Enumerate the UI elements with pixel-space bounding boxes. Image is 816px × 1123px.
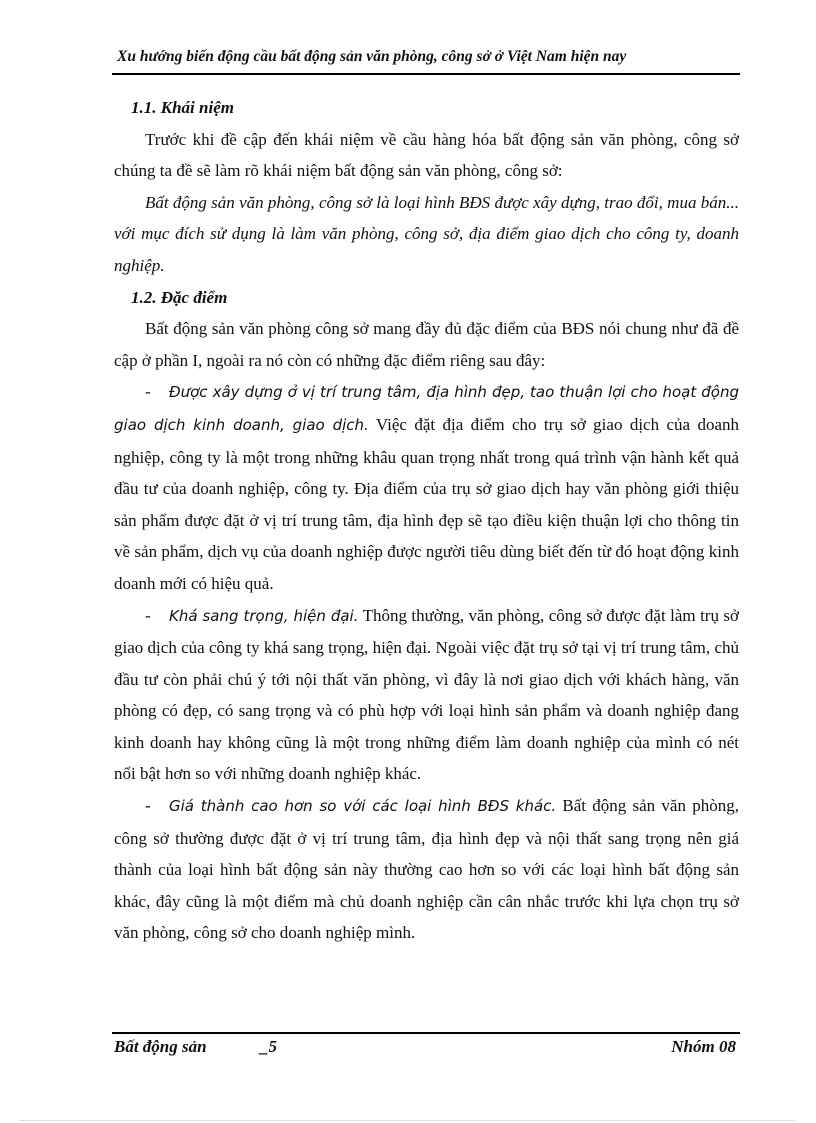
concept-definition: Bất động sản văn phòng, công sở là loại hình BĐS được xây dựng, trao đổi, mua bán... với mục đích sử dụng là làm văn phòng, công sở, địa điểm giao dịch cho công ty, doanh nghiệp. (114, 192, 739, 275)
footer-divider (112, 1032, 740, 1034)
bullet-item (114, 376, 739, 599)
document-body (114, 92, 739, 949)
bullet-dash: - (145, 382, 151, 402)
bullet-lead: Được xây dựng ở vị trí trung tâm, địa hình đẹp, tao thuận lợi cho hoạt động giao dịch kinh doanh, giao dịch. (114, 383, 739, 434)
bullet-lead: Giá thành cao hơn so với các loại hình BĐS khác. (169, 797, 557, 816)
concept-intro-paragraph: Trước khi đề cập đến khái niệm về cầu hàng hóa bất động sản văn phòng, công sở chúng ta đề sẽ làm rõ khái niệm bất động sản văn phòng, công sở: (114, 129, 739, 181)
footer-subject: Bất động sản (114, 1037, 207, 1056)
characteristics-intro-paragraph: Bất động sản văn phòng công sở mang đầy đủ đặc điểm của BĐS nói chung như đã đề cập ở phần I, ngoài ra nó còn có những đặc điểm riêng sau đây: (114, 319, 739, 370)
bullet-text: Thông thường, văn phòng, công sở được đặt làm trụ sở giao dịch của công ty khá sang trọng, hiện đại. Ngoài việc đặt trụ sở tại vị trí trung tâm, chủ đầu tư còn phải chú ý tới nội thất văn phòng, vì đây là nơi giao dịch với khách hàng, văn phòng có đẹp, có sang trọng và có phù hợp với loại hình sản phẩm và doanh nghiệp đang kinh doanh hay không cũng là một trong những điểm làm doanh nghiệp của mình có nét nổi bật hơn so với những doanh nghiệp khác. (114, 605, 739, 784)
bullet-item (114, 790, 739, 949)
page-header-title: Xu hướng biến động cầu bất động sản văn phòng, công sở ở Việt Nam hiện nay (117, 48, 627, 65)
page-edge-dotted-line (20, 1120, 796, 1121)
footer-page-number: _5 (260, 1037, 277, 1056)
section-heading-characteristics: 1.2. Đặc điểm (131, 287, 228, 307)
bullet-text: Việc đặt địa điểm cho trụ sở giao dịch của doanh nghiệp, công ty là một trong những khâu quan trọng nhất trong quá trình vận hành kết quả đầu tư của doanh nghiệp, công ty. Địa điểm của trụ sở giao dịch hay văn phòng giới thiệu sản phẩm được đặt ở vị trí trung tâm, địa hình đẹp sẽ tạo điều kiện thuận lợi cho thông tin về sản phẩm, dịch vụ của doanh nghiệp được người tiêu dùng biết đến từ đó hoạt động kinh doanh mới có hiệu quả. (114, 414, 740, 593)
bullet-dash: - (145, 605, 151, 625)
bullet-dash: - (145, 796, 151, 816)
bullet-lead: Khá sang trọng, hiện đại. (169, 606, 359, 625)
bullet-item (114, 600, 739, 791)
bullet-text: Bất động sản văn phòng, công sở thường được đặt ở vị trí trung tâm, địa hình đẹp và nội thất sang trọng nên giá thành của loại hình bất động sản này thường cao hơn so với các loại hình bất động sản khác, đây cũng là một điểm mà chủ doanh nghiệp cần cân nhắc trước khi lựa chọn trụ sở văn phòng, công sở cho doanh nghiệp mình. (114, 796, 739, 943)
footer-group: Nhóm 08 (671, 1037, 736, 1056)
section-heading-concept: 1.1. Khái niệm (131, 98, 234, 117)
header-divider (112, 73, 740, 75)
